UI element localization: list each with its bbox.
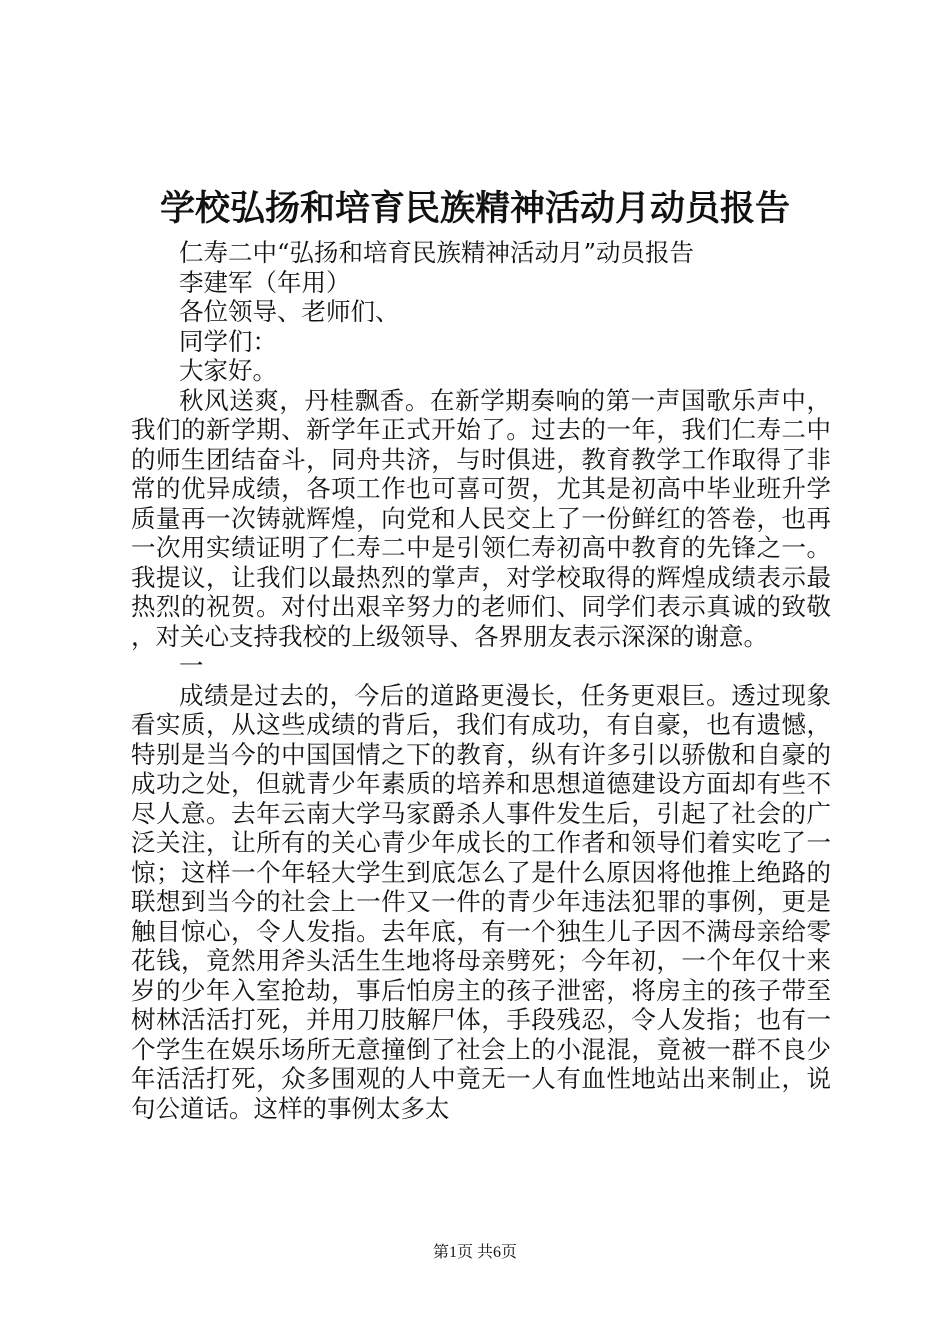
paragraph-greeting: 大家好。 [179, 356, 277, 385]
paragraph-section-one: 成绩是过去的，今后的道路更漫长，任务更艰巨。透过现象看实质，从这些成绩的背后，我们有成功，有自豪，也有遗憾，特别是当今的中国国情之下的教育，纵有许多引以骄傲和自豪的成功之处，但就青少年素质的培养和思想道德建设方面却有些不尽人意。去年云南大学马家爵杀人事件发生后，引起了社会的广泛关注，让所有的关心青少年成长的工作者和领导们着实吃了一惊；这样一个年轻大学生到底怎么了是什么原因将他推上绝路的联想到当今的社会上一件又一件的青少年违法犯罪的事例，更是触目惊心，令人发指。去年底，有一个独生儿子因不满母亲给零花钱，竟然用斧头活生生地将母亲劈死；今年初，一个年仅十来岁的少年入室抢劫，事后怕房主的孩子泄密，将房主的孩子带至树林活活打死，并用刀肢解尸体，手段残忍，令人发指；也有一个学生在娱乐场所无意撞倒了社会上的小混混，竟被一群不良少年活活打死，众多围观的人中竟无一人有血性地站出来制止，说句公道话。这样的事例太多太 [131, 680, 831, 1123]
document-title: 学校弘扬和培育民族精神活动月动员报告 [159, 188, 790, 229]
paragraph-opening: 秋风送爽，丹桂飘香。在新学期奏响的第一声国歌乐声中，我们的新学期、新学年正式开始了。过去的一年，我们仁寿二中的师生团结奋斗，同舟共济，与时俱进，教育教学工作取得了非常的优异成绩，各项工作也可喜可贺，尤其是初高中毕业班升学质量再一次铸就辉煌，向党和人民交上了一份鲜红的答卷，也再一次用实绩证明了仁寿二中是引领仁寿初高中教育的先锋之一。我提议，让我们以最热烈的掌声，对学校取得的辉煌成绩表示最热烈的祝贺。对付出艰辛努力的老师们、同学们表示真诚的致敬，对关心支持我校的上级领导、各界朋友表示深深的谢意。 [131, 385, 831, 651]
paragraph-salutation-2: 同学们： [179, 326, 277, 356]
document-body [131, 238, 831, 1123]
page-number-footer: 第1页 共6页 [432, 1244, 517, 1261]
section-heading-one: 一 [179, 651, 204, 680]
paragraph-salutation-1: 各位领导、老师们、 [179, 297, 400, 326]
paragraph-author: 李建军（年用） [179, 267, 351, 297]
paragraph-subtitle: 仁寿二中“弘扬和培育民族精神活动月”动员报告 [179, 238, 695, 267]
